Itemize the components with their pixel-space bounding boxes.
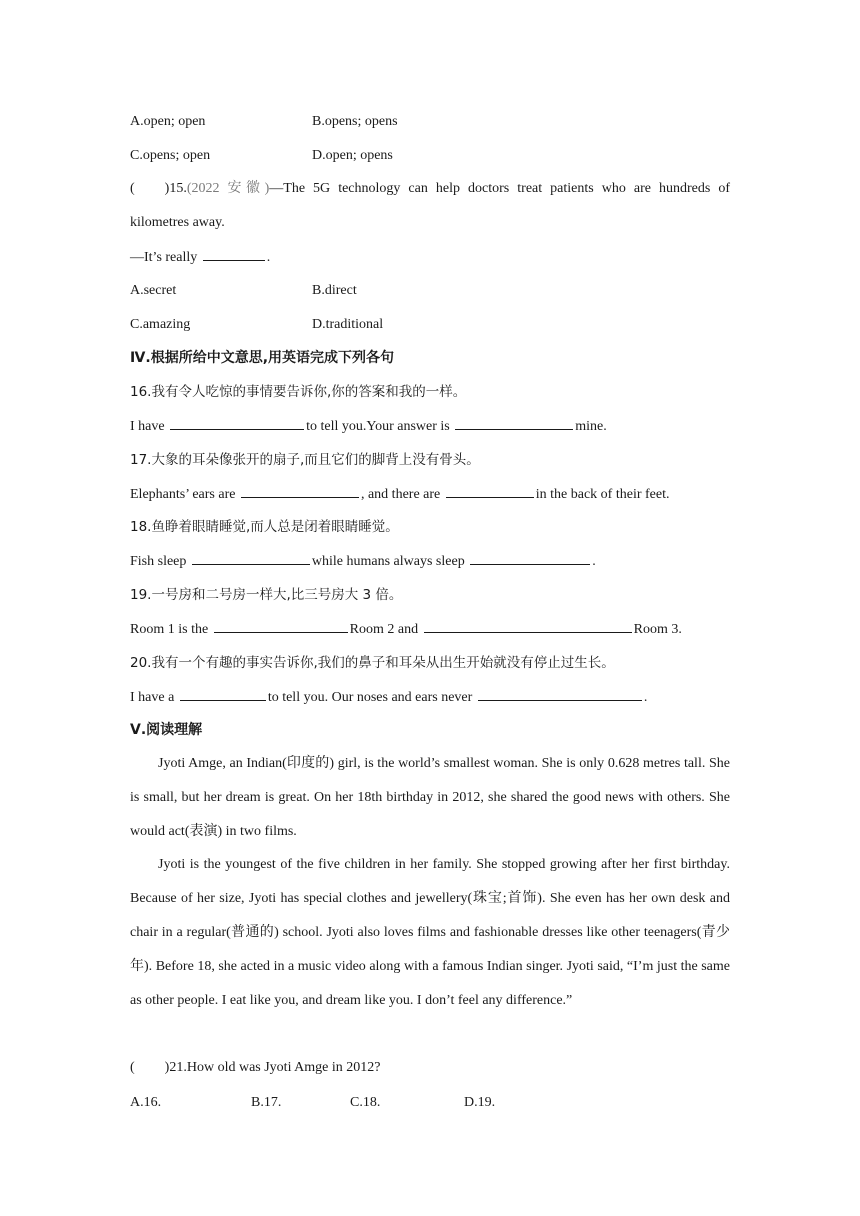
q14-option-a: A.open; open — [130, 114, 206, 129]
q16-english: I have to tell you.Your answer is mine. — [130, 416, 607, 437]
answer-blank[interactable] — [470, 551, 590, 565]
q15-stem — [130, 179, 730, 199]
answer-blank[interactable] — [214, 619, 348, 633]
q21-option-a: A.16. — [130, 1095, 162, 1110]
q17-chinese: 17.大象的耳朵像张开的扇子,而且它们的脚背上没有骨头。 — [130, 452, 480, 468]
question-text: 21.How old was Jyoti Amge in 2012? — [169, 1060, 381, 1075]
passage-paragraph-2: Jyoti is the youngest of the five children in her family. She stopped growing after her first birthday. Because of her size, Jyoti has special clothes and jewellery(珠宝;首饰). She even has her own desk and chair in a regular(普通的) school. Jyoti also loves films and fashionable dresses like other teenagers(青少年). Before 18, she acted in a music video along with a famous Indian singer. Jyoti said, “I’m just the same as other people. I eat like you, and dream like you. I don’t feel any difference.” — [130, 857, 730, 1008]
answer-paren-close: ) — [164, 1060, 170, 1075]
answer-blank[interactable] — [192, 551, 310, 565]
question-source: (2022 安徽) — [186, 181, 270, 196]
question-number: 15. — [169, 181, 187, 196]
q15-option-d: D.traditional — [312, 317, 384, 332]
q14-option-d: D.open; opens — [312, 148, 393, 163]
answer-blank[interactable] — [170, 416, 304, 430]
section-iv-heading: Ⅳ.根据所给中文意思,用英语完成下列各句 — [130, 350, 395, 366]
section-v-heading: Ⅴ.阅读理解 — [130, 722, 203, 738]
answer-paren-close: ) — [164, 181, 170, 196]
q21-option-c: C.18. — [350, 1095, 381, 1110]
answer-blank[interactable] — [203, 247, 265, 261]
question-text: —The 5G technology can help doctors treat patients who are hundreds of — [269, 181, 731, 196]
q21-option-b: B.17. — [251, 1095, 282, 1110]
q14-option-c: C.opens; open — [130, 148, 211, 163]
answer-blank[interactable] — [424, 619, 632, 633]
answer-paren-open: ( — [130, 1060, 135, 1075]
q18-chinese: 18.鱼睁着眼睛睡觉,而人总是闭着眼睛睡觉。 — [130, 519, 399, 535]
q21-option-d: D.19. — [464, 1095, 496, 1110]
answer-paren-open: ( — [130, 181, 135, 196]
q20-chinese: 20.我有一个有趣的事实告诉你,我们的鼻子和耳朵从出生开始就没有停止过生长。 — [130, 655, 615, 671]
answer-blank[interactable] — [241, 484, 359, 498]
q15-stem-continued: kilometres away. — [130, 215, 225, 230]
answer-blank[interactable] — [478, 687, 642, 701]
q18-english: Fish sleep while humans always sleep . — [130, 551, 596, 572]
q14-option-b: B.opens; opens — [312, 114, 398, 129]
passage-paragraph-1: Jyoti Amge, an Indian(印度的) girl, is the world’s smallest woman. She is only 0.628 metres tall. She is small, but her dream is great. On her 18th birthday in 2012, she shared the good news with others. She would act(表演) in two films. — [130, 756, 730, 839]
q16-chinese: 16.我有令人吃惊的事情要告诉你,你的答案和我的一样。 — [130, 384, 467, 400]
q15-option-b: B.direct — [312, 283, 357, 298]
answer-blank[interactable] — [180, 687, 266, 701]
q15-answer-line: —It’s really . — [130, 247, 270, 268]
q15-option-a: A.secret — [130, 283, 177, 298]
q17-english: Elephants’ ears are , and there are in the back of their feet. — [130, 484, 669, 505]
q20-english: I have a to tell you. Our noses and ears never . — [130, 687, 647, 708]
q15-option-c: C.amazing — [130, 317, 191, 332]
answer-blank[interactable] — [455, 416, 573, 430]
q19-chinese: 19.一号房和二号房一样大,比三号房大 3 倍。 — [130, 587, 403, 603]
q21-stem — [130, 1058, 381, 1078]
answer-blank[interactable] — [446, 484, 534, 498]
q19-english: Room 1 is the Room 2 and Room 3. — [130, 619, 682, 640]
